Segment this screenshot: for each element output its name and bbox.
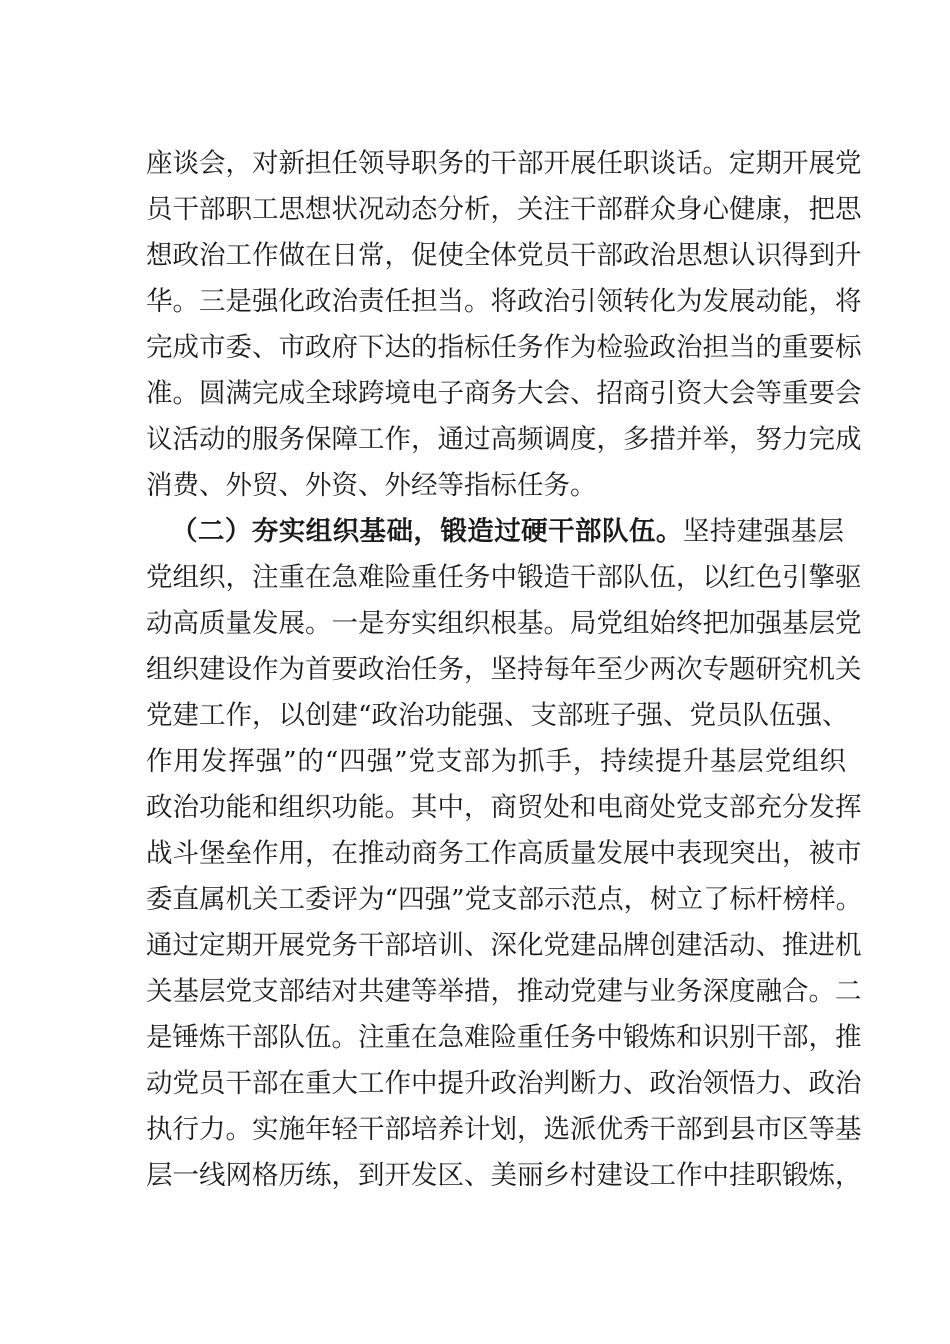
text-line: 华。三是强化政治责任担当。将政治引领转化为发展动能，将 <box>146 286 862 317</box>
text-line: 战斗堡垒作用，在推动商务工作高质量发展中表现突出，被市 <box>146 838 862 869</box>
text-line: 作用发挥强”的“四强”党支部为抓手，持续提升基层党组织 <box>146 746 846 777</box>
text-line: 议活动的服务保障工作，通过高频调度，多措并举，努力完成 <box>146 424 862 455</box>
text-line: 想政治工作做在日常，促使全体党员干部政治思想认识得到升 <box>146 240 862 271</box>
text-line: 党建工作，以创建“政治功能强、支部班子强、党员队伍强、 <box>146 700 849 731</box>
section-heading-line <box>171 508 844 556</box>
text-line: 关基层党支部结对共建等举措，推动党建与业务深度融合。二 <box>146 976 862 1007</box>
text-line: 员干部职工思想状况动态分析，关注干部群众身心健康，把思 <box>146 194 862 225</box>
text-line: 党组织，注重在急难险重任务中锻造干部队伍，以红色引擎驱 <box>146 562 862 593</box>
text-line: 座谈会，对新担任领导职务的干部开展任职谈话。定期开展党 <box>146 148 862 179</box>
section-lead-text: 坚持建强基层 <box>682 516 844 547</box>
text-line: 组织建设作为首要政治任务，坚持每年至少两次专题研究机关 <box>146 654 862 685</box>
text-line: 委直属机关工委评为“四强”党支部示范点，树立了标杆榜样。 <box>146 884 863 915</box>
text-line: 准。圆满完成全球跨境电子商务大会、招商引资大会等重要会 <box>146 378 862 409</box>
text-line: 动党员干部在重大工作中提升政治判断力、政治领悟力、政治 <box>146 1068 862 1099</box>
text-line: 层一线网格历练，到开发区、美丽乡村建设工作中挂职锻炼， <box>146 1160 862 1191</box>
text-line: 执行力。实施年轻干部培养计划，选派优秀干部到县市区等基 <box>146 1114 862 1145</box>
text-line: 是锤炼干部队伍。注重在急难险重任务中锻炼和识别干部，推 <box>146 1022 862 1053</box>
section-heading: （二）夯实组织基础，锻造过硬干部队伍。 <box>171 516 683 547</box>
text-line: 完成市委、市政府下达的指标任务作为检验政治担当的重要标 <box>146 332 862 363</box>
text-line: 动高质量发展。一是夯实组织根基。局党组始终把加强基层党 <box>146 608 862 639</box>
text-line-paragraph-end: 消费、外贸、外资、外经等指标任务。 <box>146 470 597 501</box>
text-line: 通过定期开展党务干部培训、深化党建品牌创建活动、推进机 <box>146 930 862 961</box>
text-line: 政治功能和组织功能。其中，商贸处和电商处党支部充分发挥 <box>146 792 862 823</box>
